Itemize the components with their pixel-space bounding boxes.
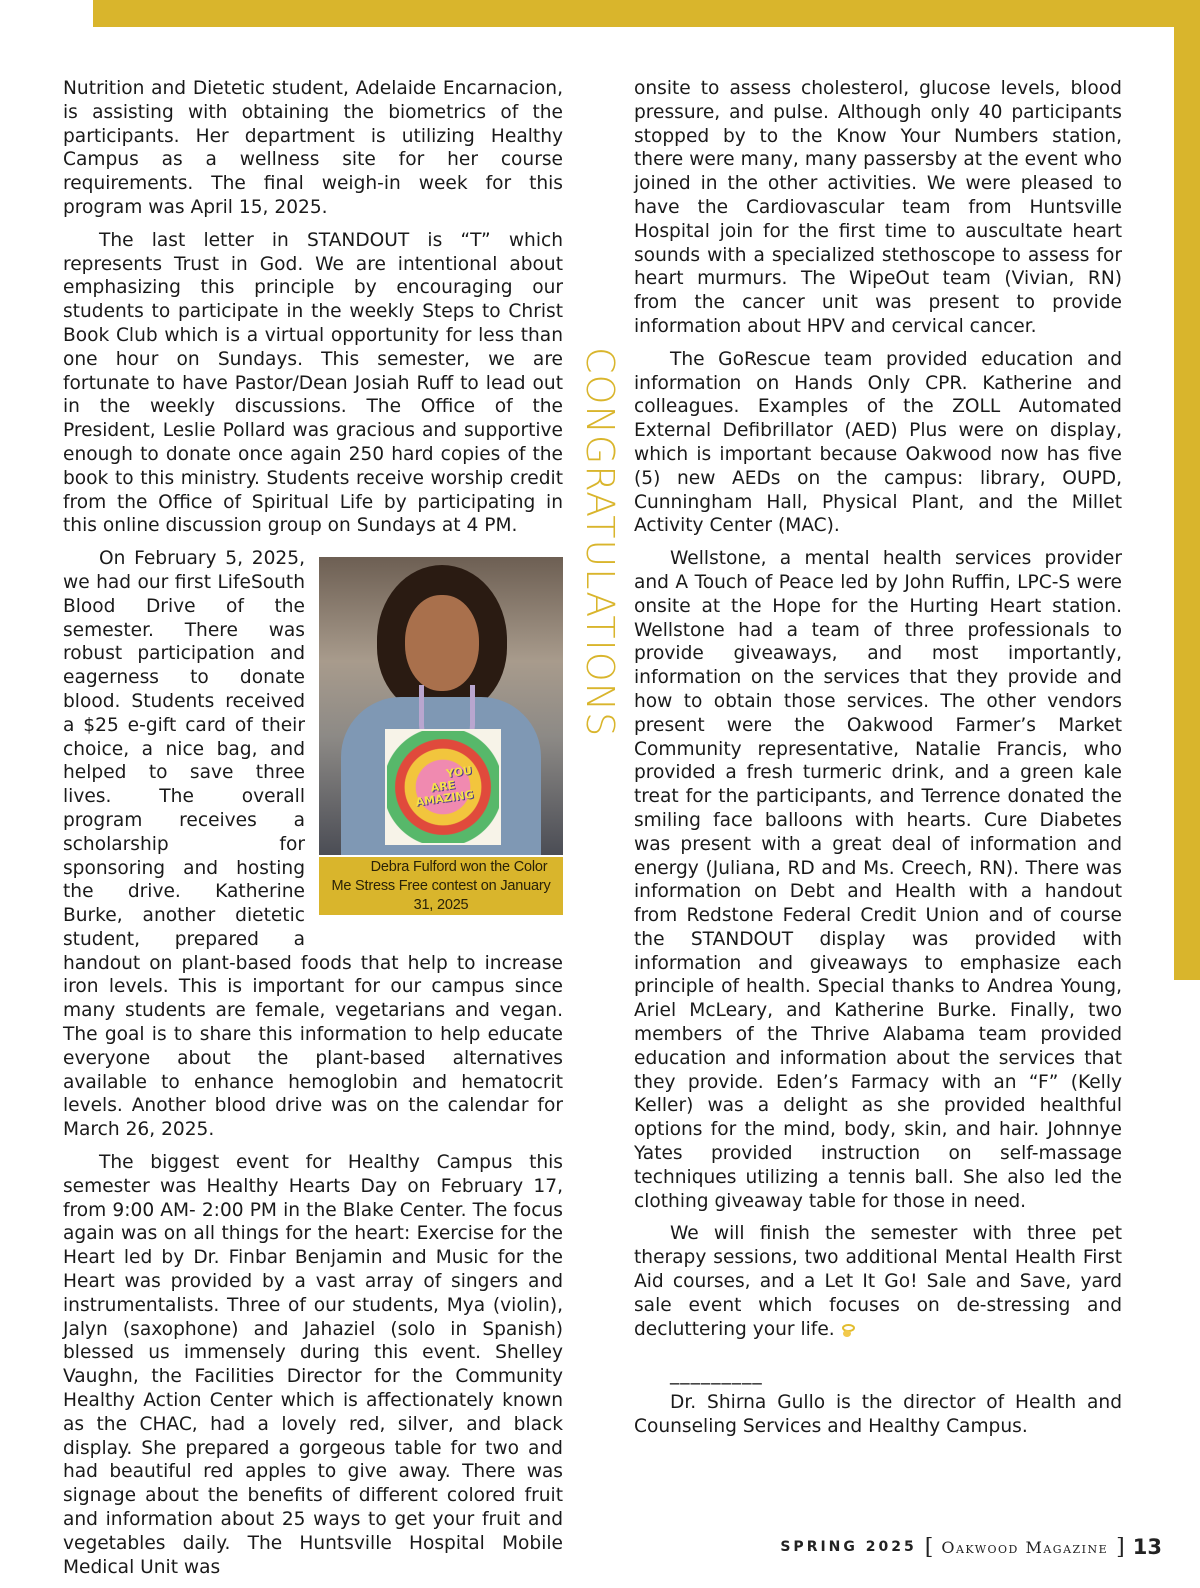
photo-caption: Debra Fulford won the Color Me Stress Free contest on January 31, 2025 xyxy=(319,857,563,915)
left-paragraph-4: The biggest event for Healthy Campus this semester was Healthy Hearts Day on February 17, from 9:00 AM- 2:00 PM in the Blake Center. The focus again was on all things for the heart: Exercise for the Heart led by Dr. Finbar Benjamin and Music for the Heart was provided by a vast array of singers and instrumentalists. Three of our students, Mya (violin), Jalyn (saxophone) and Jahaziel (solo in Spanish) blessed us immensely during this event. Shelley Vaughn, the Facilities Director for the Community Healthy Action Center which is affectionately known as the CHAC, had a lovely red, silver, and black display. She prepared a gorgeous table for two and had beautiful red apples to give away. There was signage about the benefits of different colored fruit and information about 25 ways to get your fruit and vegetables daily. The Huntsville Hospital Mobile Medical Unit was xyxy=(63,1152,563,1578)
right-paragraph-4-text: We will finish the semester with three pet therapy sessions, two additional Mental Health First Aid courses, and a Let It Go! Sale and Save, yard sale event which focuses on de-stressing and decluttering your life. xyxy=(634,1223,1122,1340)
right-column xyxy=(634,77,1122,1448)
coloring-card xyxy=(385,729,501,845)
winner-photo xyxy=(319,557,563,855)
left-paragraph-2-text: The last letter in STANDOUT is “T” which represents Trust in God. We are intentional about emphasizing this principle by encouraging our students to participate in the weekly Steps to Christ Book Club which is a virtual opportunity for less than one hour on Sundays. This semester, we are fortunate to have Pastor/Dean Josiah Ruff to lead out in the weekly discussions. The Office of the President, Leslie Pollard was gracious and supportive enough to donate once again 250 hard copies of the book to this ministry. Students receive worship credit from the Office of Spiritual Life by participating in this online discussion group on Sundays at 4 PM. xyxy=(63,229,563,537)
footer-page-number: 13 xyxy=(1132,1535,1162,1559)
right-paragraph-2: The GoRescue team provided education and information on Hands Only CPR. Katherine and colleagues. Examples of the ZOLL Automated External Defibrillator (AED) Plus were on display, which is important because Oakwood now has five (5) new AEDs on the campus: library, OUPD, Cunningham Hall, Physical Plant, and the Millet Activity Center (MAC). xyxy=(634,348,1122,537)
left-paragraph-1: Nutrition and Dietetic student, Adelaide Encarnacion, is assisting with obtaining the biometrics of the participants. Her department is utilizing Healthy Campus as a wellness site for her course requirements. The final weigh-in week for this program was April 15, 2025. xyxy=(63,78,563,218)
footer-bracket-close: ] xyxy=(1116,1534,1125,1560)
right-paragraph-3: Wellstone, a mental health services provider and A Touch of Peace led by John Ruffin, LPC-S were onsite at the Hope for the Hurting Heart station. Wellstone had a team of three professionals to provide giveaways, and most importantly, information on the services that they provide and how to obtain those services. The other vendors present were the Oakwood Farmer’s Market Community representative, Natalie Francis, who provided a fresh turmeric drink, and a green kale treat for the participants, and Terrence donated the smiling face balloons with hearts. Cure Diabetes was present with a great deal of information and energy (Juliana, RD and Ms. Creech, RN). There was information on Debt and Health with a handout from Redstone Federal Credit Union and of course the STANDOUT display was provided with information and giveaways to emphasize each principle of health. Special thanks to Andrea Young, Ariel McLeary, and Katherine Burke. Finally, two members of the Thrive Alabama team provided education and information about the services that they provide. Eden’s Farmacy with an “F” (Kelly Keller) was a delight as she provided healthful options for the mind, body, skin, and hair. Johnnye Yates provided instruction on self-massage techniques utilizing a tennis ball. She also led the clothing giveaway table for those in need. xyxy=(634,548,1122,1212)
footer-magazine-name: Oakwood Magazine xyxy=(941,1537,1109,1557)
top-accent-bar xyxy=(93,0,1200,27)
left-paragraph-2 xyxy=(63,229,563,538)
halo-emoji-icon xyxy=(841,1324,852,1337)
congratulations-vertical-title: CONGRATULATIONS xyxy=(578,347,622,738)
photo-face xyxy=(405,595,479,691)
footer-bracket-open: [ xyxy=(924,1534,934,1560)
side-accent-bar xyxy=(1174,27,1200,980)
coloring-card-text: YOU ARE AMAZING xyxy=(414,764,475,810)
photo-block xyxy=(319,557,563,935)
page-footer xyxy=(780,1533,1162,1561)
author-separator: _________ xyxy=(670,1364,763,1386)
author-note: Dr. Shirna Gullo is the director of Health and Counseling Services and Healthy Campus. xyxy=(634,1392,1122,1438)
right-paragraph-4 xyxy=(634,1222,1122,1341)
left-column xyxy=(63,77,563,1588)
footer-season: SPRING 2025 xyxy=(780,1539,917,1555)
left-paragraph-3-text: On February 5, 2025, we had our first LifeSouth Blood Drive of the semester. There was robust participation and eagerness to donate blood. Students received a $25 e-gift card of their choice, a nice bag, and helped to save three lives. The overall program receives a scholarship for sponsoring and hosting the drive. Katherine Burke, another dietetic student, prepared a handout on plant-based foods that help to increase iron levels. This is important for our campus since many students are female, vegetarians and vegan. The goal is to share this information to help educate everyone about the plant-based alternatives available to enhance hemoglobin and hematocrit levels. Another blood drive was on the calendar for March 26, 2025. xyxy=(63,548,563,1141)
right-paragraph-1: onsite to assess cholesterol, glucose levels, blood pressure, and pulse. Although only 40 participants stopped by to the Know Your Numbers station, there were many, many passersby at the event who joined in the other activities. We were pleased to have the Cardiovascular team from Huntsville Hospital join for the first time to auscultate heart sounds with a specialized stethoscope to assess for heart murmurs. The WipeOut team (Vivian, RN) from the cancer unit was present to provide information about HPV and cervical cancer. xyxy=(634,78,1122,337)
left-paragraph-3 xyxy=(63,547,563,1142)
